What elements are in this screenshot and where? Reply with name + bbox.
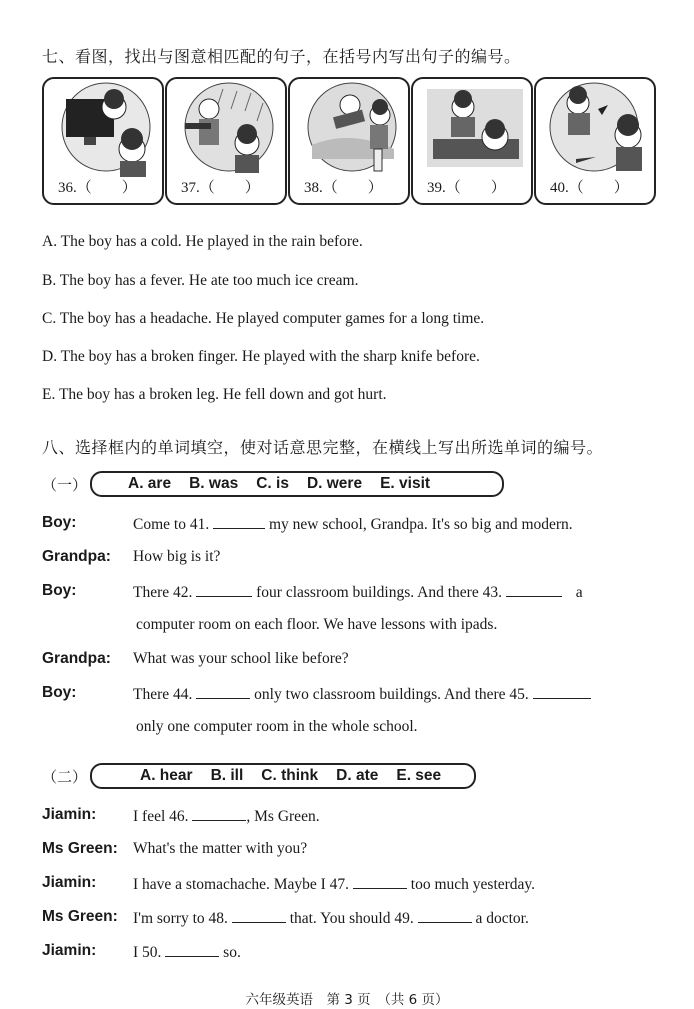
option-c: C. The boy has a headache. He played computer games for a long time. xyxy=(42,310,485,327)
word-option: B. ill xyxy=(210,767,244,784)
option-d: D. The boy has a broken finger. He played with the sharp knife before. xyxy=(42,348,480,365)
speaker: Grandpa: xyxy=(42,548,111,565)
option-e: E. The boy has a broken leg. He fell down and got hurt. xyxy=(42,386,387,403)
word-box-1 xyxy=(90,471,504,497)
line-text: What's the matter with you? xyxy=(133,840,308,857)
dialogue-line xyxy=(133,908,529,928)
speaker: Boy: xyxy=(42,514,77,531)
word-option: B. was xyxy=(189,475,239,492)
dialogue-line xyxy=(133,514,573,534)
answer-blank-47[interactable] xyxy=(353,874,407,889)
section8-title: 八、选择框内的单词填空，使对话意思完整，在横线上写出所选单词的编号。 xyxy=(42,438,604,457)
line-text: I feel 46. xyxy=(133,808,189,825)
speaker: Boy: xyxy=(42,684,77,701)
answer-blank-48[interactable] xyxy=(232,908,286,923)
picture-label-40: 40.（ ） xyxy=(550,180,629,196)
word-option: C. is xyxy=(256,475,289,492)
line-text: I'm sorry to 48. xyxy=(133,910,228,927)
page-footer: 六年级英语 第 3 页 （共 6 页） xyxy=(245,992,449,1008)
picture-label-39: 39.（ ） xyxy=(427,180,506,196)
line-text: I 50. xyxy=(133,944,162,961)
picture-36 xyxy=(42,77,164,205)
line-text: that. You should 49. xyxy=(289,910,414,927)
line-text: only two classroom buildings. And there 45. xyxy=(254,686,529,703)
speaker: Jiamin: xyxy=(42,806,97,823)
dialogue-line xyxy=(133,548,220,566)
dialogue-line xyxy=(133,806,320,826)
part1-label: （一） xyxy=(42,476,88,494)
dialogue-line xyxy=(133,684,591,704)
speaker: Jiamin: xyxy=(42,942,97,959)
word-option: A. hear xyxy=(140,767,193,784)
line-text: I have a stomachache. Maybe I 47. xyxy=(133,876,350,893)
section7-title: 七、看图，找出与图意相匹配的句子，在括号内写出句子的编号。 xyxy=(42,47,521,66)
speaker: Ms Green: xyxy=(42,840,118,857)
picture-38 xyxy=(288,77,410,205)
line-text: What was your school like before? xyxy=(133,650,349,667)
line-text: computer room on each floor. We have lessons with ipads. xyxy=(136,616,498,633)
picture-label-37: 37.（ ） xyxy=(181,180,260,196)
word-option: D. ate xyxy=(336,767,379,784)
line-text: a doctor. xyxy=(475,910,529,927)
dialogue-line xyxy=(133,874,535,894)
picture-39 xyxy=(411,77,533,205)
word-option: E. see xyxy=(396,767,442,784)
option-b: B. The boy has a fever. He ate too much ice cream. xyxy=(42,272,359,289)
word-option: A. are xyxy=(128,475,172,492)
line-text: a xyxy=(575,584,583,601)
dialogue-line xyxy=(133,582,583,602)
line-text: , Ms Green. xyxy=(246,808,320,825)
line-text: Come to 41. xyxy=(133,516,210,533)
picture-label-38: 38.（ ） xyxy=(304,180,383,196)
answer-blank-50[interactable] xyxy=(165,942,219,957)
answer-blank-43[interactable] xyxy=(506,582,562,597)
line-text: my new school, Grandpa. It's so big and modern. xyxy=(268,516,573,533)
answer-blank-45[interactable] xyxy=(533,684,591,699)
line-text: only one computer room in the whole school. xyxy=(136,718,418,735)
answer-blank-49[interactable] xyxy=(418,908,472,923)
speaker: Ms Green: xyxy=(42,908,118,925)
word-option: D. were xyxy=(306,475,363,492)
line-text: too much yesterday. xyxy=(410,876,536,893)
word-option: E. visit xyxy=(380,475,431,492)
line-text: four classroom buildings. And there 43. xyxy=(256,584,502,601)
answer-blank-46[interactable] xyxy=(192,806,246,821)
dialogue-line xyxy=(136,616,497,634)
speaker: Boy: xyxy=(42,582,77,599)
picture-label-36: 36.（ ） xyxy=(58,180,137,196)
dialogue-line xyxy=(133,942,241,962)
line-text: There 42. xyxy=(133,584,193,601)
line-text: There 44. xyxy=(133,686,193,703)
option-a: A. The boy has a cold. He played in the rain before. xyxy=(42,233,363,250)
line-text: How big is it? xyxy=(133,548,221,565)
picture-40 xyxy=(534,77,656,205)
answer-blank-42[interactable] xyxy=(196,582,252,597)
picture-37 xyxy=(165,77,287,205)
speaker: Grandpa: xyxy=(42,650,111,667)
dialogue-line xyxy=(133,840,307,858)
dialogue-line xyxy=(136,718,418,736)
speaker: Jiamin: xyxy=(42,874,97,891)
word-box-2 xyxy=(90,763,476,789)
part2-label: （二） xyxy=(42,768,88,786)
word-option: C. think xyxy=(261,767,319,784)
line-text: so. xyxy=(223,944,241,961)
answer-blank-44[interactable] xyxy=(196,684,250,699)
answer-blank-41[interactable] xyxy=(213,514,265,529)
dialogue-line xyxy=(133,650,349,668)
